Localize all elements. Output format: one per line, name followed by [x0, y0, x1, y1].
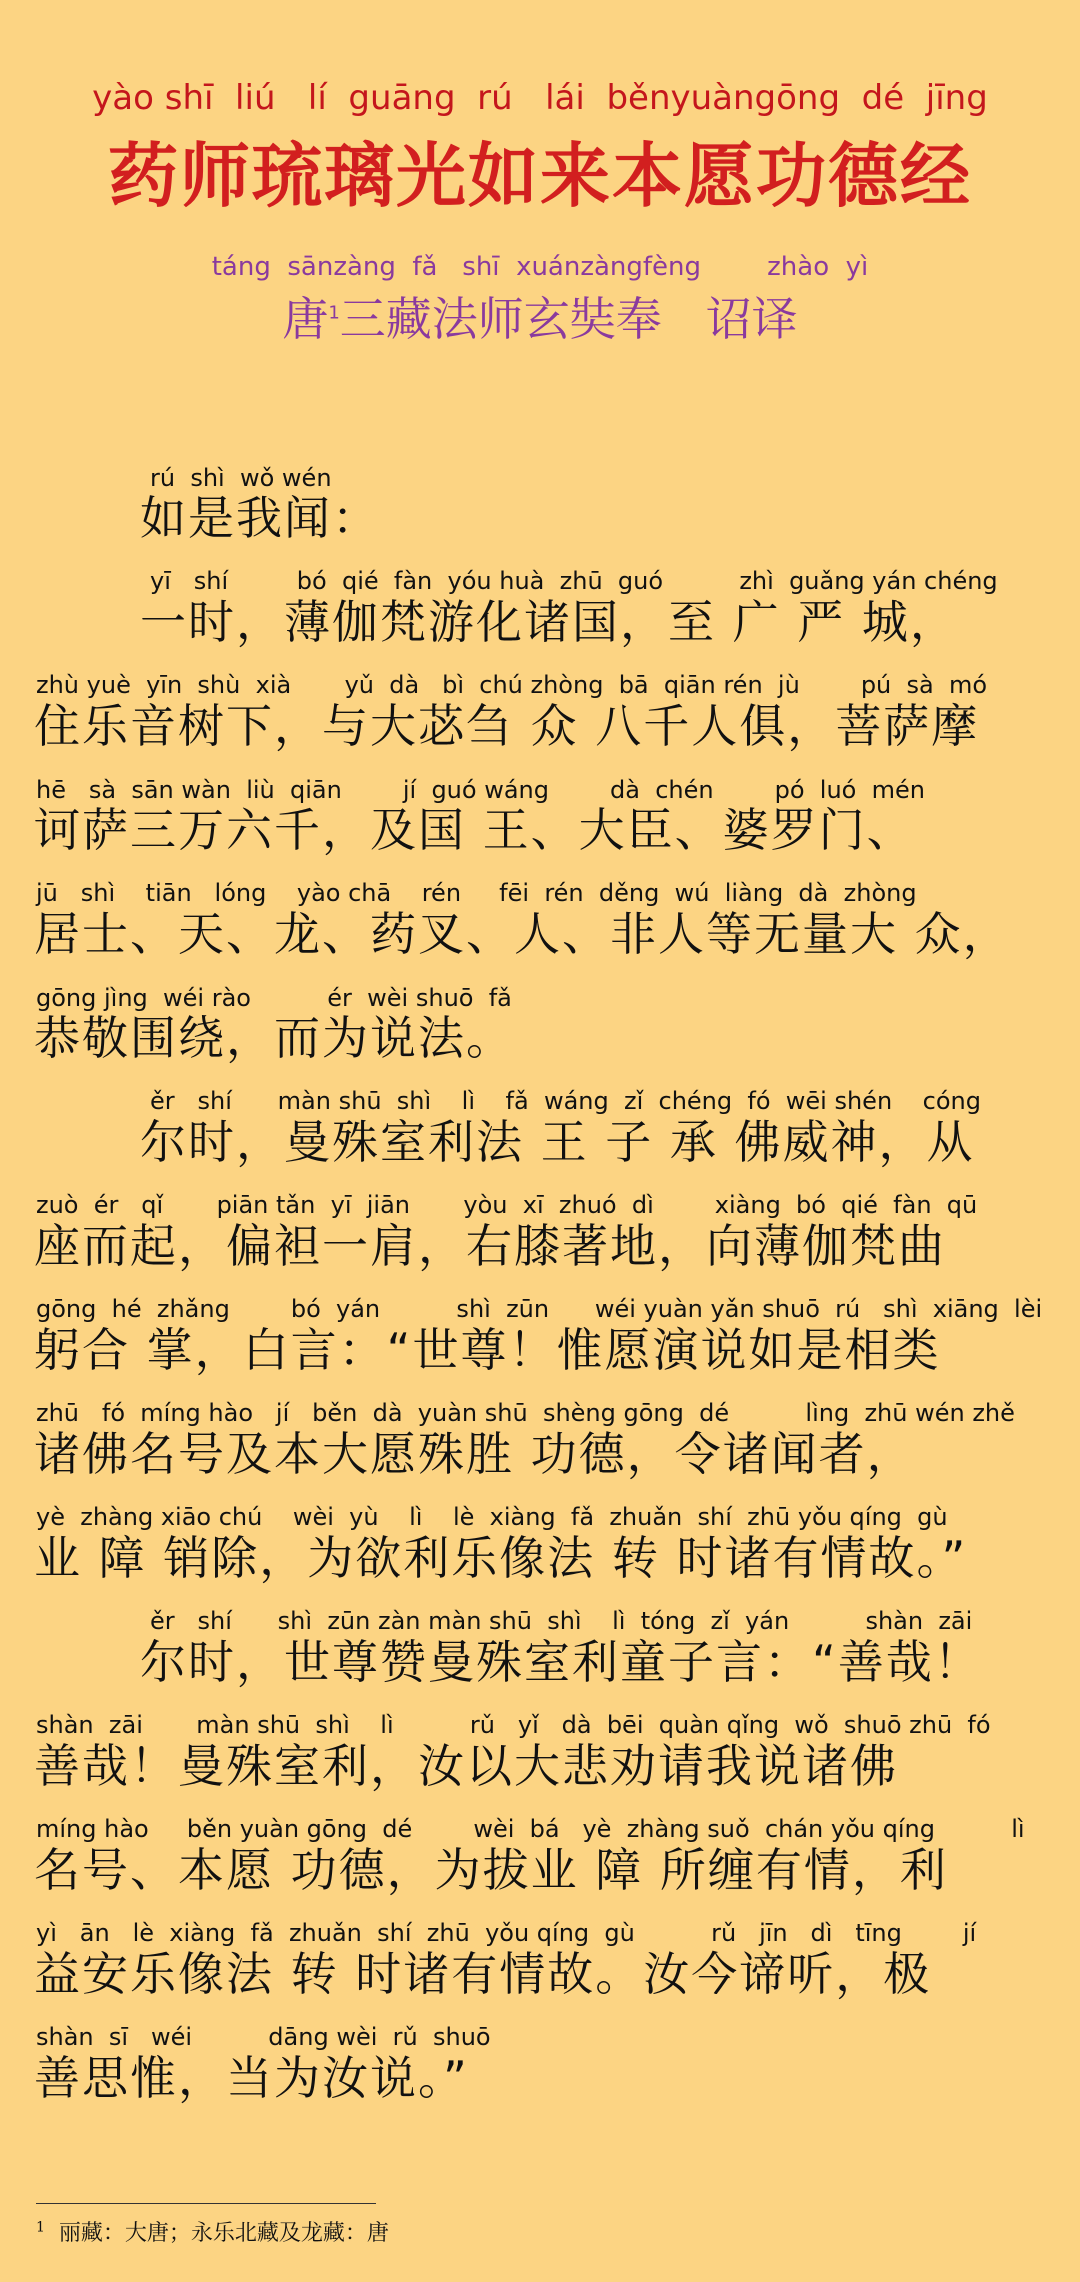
verse-line-7-pinyin: ěr shí màn shū shì lì fǎ wáng zǐ chéng fó wēi shén cóng — [150, 1087, 981, 1115]
verse-line-1-pinyin: rú shì wǒ wén — [150, 464, 332, 492]
footnote-text: 丽藏：大唐；永乐北藏及龙藏：唐 — [58, 2221, 389, 2246]
verse-line-5-pinyin: jū shì tiān lóng yào chā rén fēi rén děng wú liàng dà zhòng — [36, 879, 917, 907]
verse-line-8-pinyin: zuò ér qǐ piān tǎn yī jiān yòu xī zhuó dì xiàng bó qié fàn qū — [36, 1191, 978, 1219]
verse-line-15-pinyin: yì ān lè xiàng fǎ zhuǎn shí zhū yǒu qíng gù rǔ jīn dì tīng jí — [36, 1919, 977, 1947]
verse-line-3-text: 住乐音树下，与大苾刍 众 八千人俱，菩萨摩 — [34, 699, 980, 753]
verse-line-11-text: 业 障 销除，为欲利乐像法 转 时诸有情故。” — [34, 1531, 968, 1585]
verse-line-9-pinyin: gōng hé zhǎng bó yán shì zūn wéi yuàn yǎn shuō rú shì xiāng lèi — [36, 1295, 1043, 1323]
verse-line-9-text: 躬合 掌，白言：“世尊！惟愿演说如是相类 — [34, 1323, 941, 1377]
translator-pinyin: táng sānzàng fǎ shī xuánzàngfèng zhào yì — [211, 252, 869, 282]
translator-line — [0, 283, 1080, 349]
title-pinyin: yào shī liú lí guāng rú lái běnyuàngōng dé jīng — [92, 78, 988, 118]
verse-line-14-pinyin: míng hào běn yuàn gōng dé wèi bá yè zhàng suǒ chán yǒu qíng lì — [36, 1815, 1025, 1843]
verse-line-14-text: 名号、本愿 功德，为拔业 障 所缠有情，利 — [34, 1843, 948, 1897]
verse-line-4-text: 诃萨三万六千，及国 王、大臣、婆罗门、 — [34, 803, 915, 857]
verse-line-15-text: 益安乐像法 转 时诸有情故。汝今谛听，极 — [34, 1947, 932, 2001]
verse-line-1-text: 如是我闻： — [140, 491, 380, 545]
verse-line-2-pinyin: yī shí bó qié fàn yóu huà zhū guó zhì guǎng yán chéng — [150, 567, 998, 595]
verse-line-13-pinyin: shàn zāi màn shū shì lì rǔ yǐ dà bēi quàn qǐng wǒ shuō zhū fó — [36, 1711, 991, 1739]
verse-line-7-text: 尔时，曼殊室利法 王 子 承 佛威神，从 — [140, 1115, 975, 1169]
verse-line-16-text: 善思惟，当为汝说。” — [34, 2051, 469, 2105]
verse-line-10-text: 诸佛名号及本大愿殊胜 功德，令诸闻者， — [34, 1427, 915, 1481]
translator-dynasty: 唐 — [282, 292, 329, 346]
footnote-divider — [36, 2203, 376, 2204]
verse-line-13-text: 善哉！曼殊室利，汝以大悲劝请我说诸佛 — [34, 1739, 898, 1793]
footnote — [36, 2216, 389, 2247]
verse-line-4-pinyin: hē sà sān wàn liù qiān jí guó wáng dà chén pó luó mén — [36, 776, 925, 804]
footnote-reference: 1 — [328, 302, 340, 324]
verse-line-6-pinyin: gōng jìng wéi rào ér wèi shuō fǎ — [36, 984, 512, 1012]
verse-line-5-text: 居士、天、龙、药叉、人、非人等无量大 众， — [34, 907, 1011, 961]
verse-line-11-pinyin: yè zhàng xiāo chú wèi yù lì lè xiàng fǎ zhuǎn shí zhū yǒu qíng gù — [36, 1503, 948, 1531]
sutra-title: 药师琉璃光如来本愿功德经 — [108, 134, 972, 217]
verse-line-10-pinyin: zhū fó míng hào jí běn dà yuàn shū shèng gōng dé lìng zhū wén zhě — [36, 1399, 1015, 1427]
verse-line-6-text: 恭敬围绕，而为说法。 — [34, 1011, 514, 1065]
verse-line-16-pinyin: shàn sī wéi dāng wèi rǔ shuō — [36, 2023, 491, 2051]
translator-name: 三藏法师玄奘奉 诏译 — [339, 292, 798, 346]
verse-line-12-text: 尔时，世尊赞曼殊室利童子言：“善哉！ — [140, 1635, 982, 1689]
verse-line-3-pinyin: zhù yuè yīn shù xià yǔ dà bì chú zhòng bā qiān rén jù pú sà mó — [36, 671, 988, 699]
verse-line-2-text: 一时，薄伽梵游化诸国，至 广 严 城， — [140, 595, 958, 649]
verse-line-8-text: 座而起，偏袒一肩，右膝著地，向薄伽梵曲 — [34, 1219, 946, 1273]
footnote-mark: 1 — [36, 2219, 45, 2236]
verse-line-12-pinyin: ěr shí shì zūn zàn màn shū shì lì tóng zǐ yán shàn zāi — [150, 1607, 973, 1635]
